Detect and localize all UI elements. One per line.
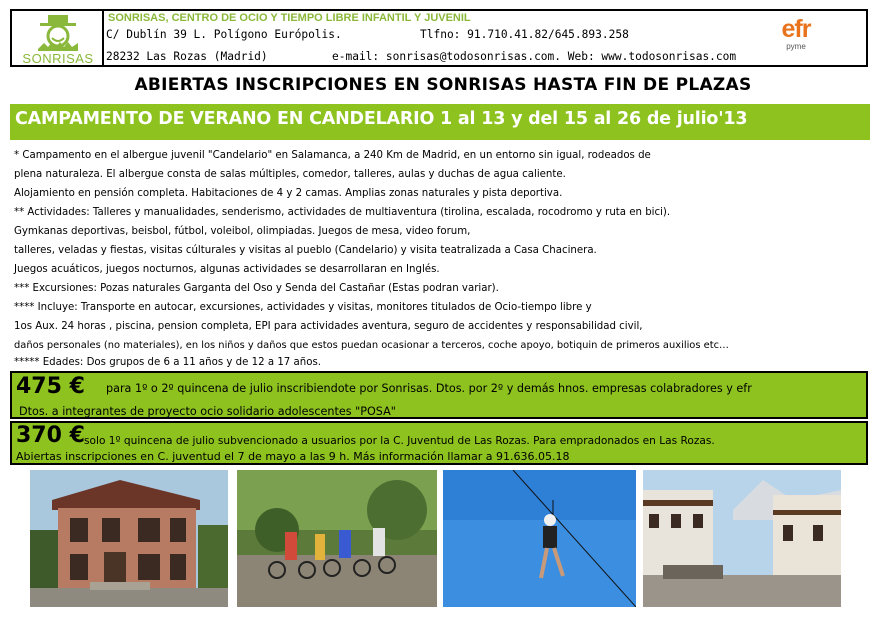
contact-line: e-mail: sonrisas@todosonrisas.com. Web: www.todosonrisas.com: [332, 50, 737, 63]
price-discount: Dtos. a integrantes de proyecto ocio solidario adolescentes "POSA": [19, 405, 396, 418]
body-line: ** Actividades: Talleres y manualidades, senderismo, actividades de multiaventura (tirolina, escalada, rocodromo y ruta en bici).: [14, 207, 671, 218]
efr-logo: [764, 15, 828, 59]
logo-text: SONRISAS: [22, 51, 94, 66]
header-box: [10, 9, 868, 67]
city: 28232 Las Rozas (Madrid): [106, 50, 268, 63]
body-line: * Campamento en el albergue juvenil "Candelario" en Salamanca, a 240 Km de Madrid, en un entorno sin igual, rodeados de: [14, 150, 651, 161]
camp-title: CAMPAMENTO DE VERANO EN CANDELARIO 1 al 13 y del 15 al 26 de julio'13: [15, 109, 748, 129]
body-line: Alojamiento en pensión completa. Habitaciones de 4 y 2 camas. Amplias zonas naturales y pista deportiva.: [14, 188, 563, 199]
price-description: para 1º o 2º quincena de julio inscribiendote por Sonrisas. Dtos. por 2º y demás hnos. empresas colabradores y efr: [106, 382, 752, 395]
headline: ABIERTAS INSCRIPCIONES EN SONRISAS HASTA FIN DE PLAZAS: [134, 75, 752, 95]
body-line: plena naturaleza. El albergue consta de salas múltiples, comedor, talleres, aulas y duchas de agua caliente.: [14, 169, 566, 180]
body-line: Juegos acuáticos, juegos nocturnos, algunas actividades se desarrollaran en Inglés.: [14, 264, 440, 275]
body-line: *** Excursiones: Pozas naturales Garganta del Oso y Senda del Castañar (Estas podran variar).: [14, 283, 499, 294]
zipline-photo: [443, 470, 636, 607]
org-name: SONRISAS, CENTRO DE OCIO Y TIEMPO LIBRE INFANTIL Y JUVENIL: [108, 12, 471, 24]
body-line: daños personales (no materiales), en los niños y daños que estos puedan ocasionar a terceros, coche apoyo, botiquin de primeros auxilios etc…: [14, 340, 729, 351]
body-line: talleres, veladas y fiestas, visitas cúlturales y visitas al pueblo (Candelario) y visita teatralizada a Casa Chacinera.: [14, 245, 597, 256]
price-amount: 475 €: [16, 374, 85, 399]
body-line: 1os Aux. 24 horas , piscina, pension completa, EPI para actividades aventura, seguro de accidentes y responsabilidad civil,: [14, 321, 643, 332]
sonrisas-logo: [12, 11, 104, 65]
candelario-village-photo: [643, 470, 841, 607]
price-box-370: [10, 421, 868, 465]
price-info: Abiertas inscripciones en C. juventud el 7 de mayo a las 9 h. Más información llamar a 91.636.05.18: [16, 450, 570, 463]
price-description: solo 1º quincena de julio subvencionado a usuarios por la C. Juventud de Las Rozas. Para empradonados en Las Rozas.: [84, 435, 715, 447]
price-box-475: [10, 371, 868, 419]
price-amount: 370 €: [16, 423, 85, 448]
camp-title-bar: [10, 104, 870, 140]
smiley-hat-icon: [36, 13, 80, 51]
bike-group-photo: [237, 470, 437, 607]
body-line: Gymkanas deportivas, beisbol, fútbol, voleibol, olimpiadas. Juegos de mesa, video forum,: [14, 226, 471, 237]
body-line: ***** Edades: Dos grupos de 6 a 11 años y de 12 a 17 años.: [14, 357, 322, 368]
efr-logo-text: efr: [781, 15, 811, 43]
efr-logo-sub: pyme: [786, 42, 806, 51]
body-line: **** Incluye: Transporte en autocar, excursiones, actividades y visitas, monitores titulados de Ocio-tiempo libre y: [14, 302, 592, 313]
albergue-building-photo: [30, 470, 228, 607]
phone: Tlfno: 91.710.41.82/645.893.258: [420, 28, 629, 41]
address: C/ Dublín 39 L. Polígono Európolis.: [106, 28, 342, 41]
